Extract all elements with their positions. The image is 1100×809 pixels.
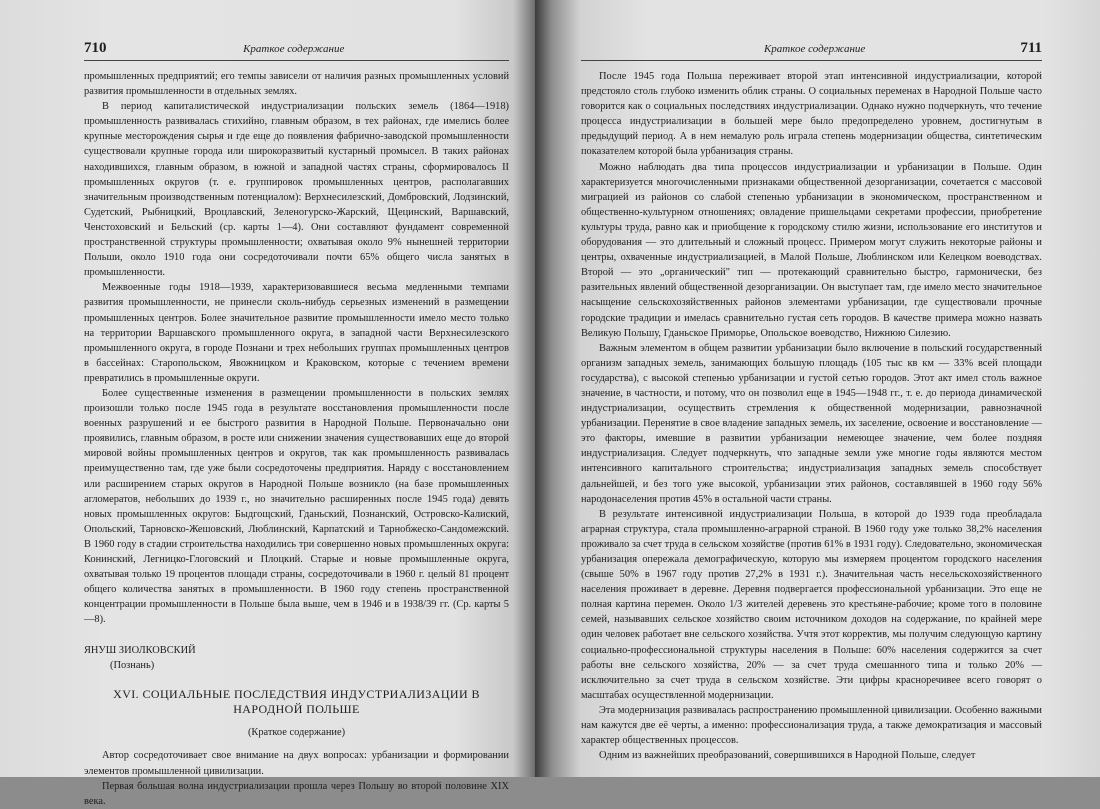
section-subtitle: (Краткое содержание): [247, 727, 346, 739]
right-running-title: Краткое содержание: [764, 43, 866, 55]
left-paragraph: Более существенные изменения в размещении промышленности в польских землях произошли только после 1945 года в результате восстановления промышленности после военных разрушений и ее быстрого развития в Народной Польше. Первоначально они проявились, главным образом, в росте или снижении значения существовавших еще до второй мировой войны промышленных центров и округов, так как промышленность развивалась преимущественно там, где уже были сосредоточены предприятия. Наряду с восстановлением или расширением старых округов в Народной Польше возникло (на базе промышленных агломератов, небольших до 1939 г., но значительно расширенных после 1945 года) девять новых промышленных округов: Быдгощский, Гданьский, Познанский, Островско-Калиский, Опольский, Тарновско-Жешовский, Люблинский, Карпатский и Тарнобжеско-Сандомежский. В 1960 году в стадии строительства находились три совершенно новых промышленных округа: Конинский, Легницко-Глоговский и Плоцкий. Старые и новые промышленные округа, охватывая только 19 процентов площади страны, сосредоточивали в 1960 г. целый 81 процент общего количества занятых в промышленности. В 1960 году степень пространственной концентрации промышленности в Польше была выше, чем в 1946 и в 1938/39 гг. (Ср. карты 5—8).: [84, 387, 509, 626]
left-paragraph: промышленных предприятий; его темпы зависели от наличия разных промышленных условий развития промышленности в отдельных землях.: [84, 71, 509, 98]
author-name: ЯНУШ ЗИОЛКОВСКИЙ: [84, 645, 196, 657]
right-paragraph: Важным элементом в общем развитии урбанизации было включение в польский государственный организм западных земель, занимающих большую площадь (105 тыс кв км — 33% всей площади государства), с высокой степенью урбанизации и густой сетью городов. Этот акт имел столь важное значение, в частности, и потому, что он позволил еще в 1945—1948 гг., т. е. до периода динамической индустриализации, осуществить стремления к общественной модернизации, равнозначной урбанизации. Перенятие в свое владение западных земель, их заселение, освоение и восстановление — это факторы, имевшие в развитии урбанизации немеющее значение, чем более поздняя индустриализация. Следует подчеркнуть, что западные земли уже многие годы являются местом интенсивного капитального строительства; индустриализация западных земель способствует дальнейшей, и без того уже высокой, урбанизации этих районов, составлявшей в 1960 году 56% народонаселения против 45% в остальной части страны.: [581, 342, 1042, 505]
left-page-number: 710: [84, 40, 107, 56]
left-paragraph: Межвоенные годы 1918—1939, характеризовавшиеся весьма медленными темпами развития промышленности, не принесли сколь-нибудь серьезных изменений в размещении промышленных центров. Более значительное развитие промышленности имело место только на территории Варшавского промышленного округа, в западной части Верхнесилезского промышленного округа, в городе Познани и трех небольших группах промышленных центров в бассейнах: Старопольском, Явожницком и Краковском, которые с течением времени превратились в промышленные округи.: [84, 282, 509, 384]
right-paragraph: В результате интенсивной индустриализации Польша, в которой до 1939 года преобладала аграрная структура, стала промышленно-аграрной страной. В 1960 году уже только 38,2% населения проживало за счет труда в сельском хозяйстве (против 61% в 1931 году). Следовательно, экономическая урбанизация опережала демографическую, которую мы измеряем процентом городского населения (свыше 50% в 1967 году против 27,2% в 1931 г.). Значительная часть несельскохозяйственного населения проживает в деревне. Деревня подвергается профессиональной урбанизации. Это еще не полная картина перемен. Около 1/3 жителей деревень это крестьяне-рабочие; кроме того в половине семей, называвших сельское хозяйство своим источником доходов на содержание, по крайней мере один человек работает вне сельского хозяйства. Учтя этот корректив, мы получим следующую картину социально-профессиональной структуры населения в Польше: 60% населения содержится за счет работы вне сельского хозяйства, 20% — за счет труда смешанного типа и только 20% — исключительно за счет труда в сельском хозяйстве. Эти цифры красноречивее всего говорят о масштабах осуществленной модернизации.: [581, 508, 1042, 701]
right-running-head: [581, 40, 1042, 61]
section-title: XVI. СОЦИАЛЬНЫЕ ПОСЛЕДСТВИЯ ИНДУСТРИАЛИЗАЦИИ В НАРОДНОЙ ПОЛЬШЕ: [113, 687, 480, 717]
right-paragraph: Одним из важнейших преобразований, совершившихся в Народной Польше, следует: [599, 750, 976, 762]
right-page-number: 711: [1020, 40, 1042, 56]
right-paragraph: После 1945 года Польша переживает второй этап интенсивной индустриализации, которой предстояло столь глубоко изменить облик страны. О социальных переменах в Народной Польше часто говорится как о социальных последствиях индустриализации. Однако нужно подчеркнуть, что течение процесса индустриализации в большей мере было предопределено уровнем, достигнутым в предыдущий период. А в нем немалую роль играла степень модернизации общества, синтетическим показателем которой была урбанизация страны.: [581, 71, 1042, 158]
right-page: [535, 0, 1100, 777]
left-paragraph: Автор сосредоточивает свое внимание на двух вопросах: урбанизации и формировании элементов промышленной цивилизации.: [84, 750, 509, 777]
author-block: [84, 643, 509, 673]
left-running-title: Краткое содержание: [243, 43, 345, 55]
right-paragraph: Можно наблюдать два типа процессов индустриализации и урбанизации в Польше. Один характеризуется многочисленными признаками общественной дезорганизации, сочетается с массовой миграцией из районов со слабой степенью урбанизации в экономическом, пространственном и общественно-культурном отношениях; овладение пришельцами секретами профессии, приобретение культуры труда, равно как и приобщение к городскому стилю жизни, использование его институтов и оборудования — это длительный и сложный процесс. Примером могут служить некоторые районы и центры, охваченные индустриализацией, в Малой Польше, Люблинском или Келецком воеводствах. Второй — это „органический" тип — протекающий сравнительно быстро, гармонически, без разительных явлений общественной дезорганизации. Он выступает там, где имело место значительное насыщение сельскохозяйственных районов элементами урбанизации, где существовали прочные городские традиции и имелась сравнительно густая сеть городов. В качестве примера можно назвать Великую Польшу, Гданьское Приморье, Опольское воеводство, Нижнюю Силезию.: [581, 161, 1042, 339]
left-page: [0, 0, 535, 807]
left-paragraph: Первая большая волна индустриализации прошла через Польшу во второй половине XIX века.: [84, 780, 509, 807]
right-paragraph: Эта модернизация развивалась распространению промышленной цивилизации. Особенно важными нам кажутся две её черты, а именно: профессионализация труда, а также демократизация и массовый характер общественных процессов.: [581, 704, 1042, 747]
left-paragraph: В период капиталистической индустриализации польских земель (1864—1918) промышленность развивалась стихийно, главным образом, в тех районах, где имелись более крупные месторождения сырья и где еще до появления фабрично-заводской промышленности существовали крупные города или широкоразвитый кустарный промысел. В таких районах находившихся, главным образом, в южной и западной частях страны, сформировалось II промышленных округов (т. е. группировок промышленных центров, располагавших значительным производственным потенциалом): Верхнесилезский, Домбровский, Лодзинский, Судетский, Рыбницкий, Вроцлавский, Зеленогурско-Жарский, Щецинский, Варшавский, Ченстоховский и Бельский (ср. карты 1—4). Они составляют фундамент современной пространственной структуры промышленности; охватывая около 9% нынешней территории Польши, около 1910 года они сосредоточивали почти 65% общего числа занятых в промышленности.: [84, 101, 509, 279]
author-affiliation: (Познань): [110, 660, 155, 672]
left-running-head: [84, 40, 509, 61]
